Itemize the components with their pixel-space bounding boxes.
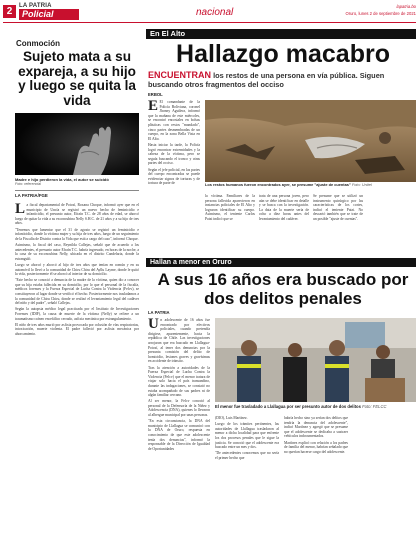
left-photo <box>15 113 139 175</box>
left-caption-text: Madre e hijo perdieron la vida, el autor se suicidó <box>15 177 109 182</box>
top-col-1-p1 <box>148 100 200 141</box>
bottom-col-1-p1 <box>148 318 210 364</box>
bottom-col-3 <box>215 416 279 530</box>
top-col-3: trata de una persona joven, pero aún se debe identificar en detalle y se busca con la investigación. La data de la muerte sería de ocho a diez horas antes del levantamiento del cadáver. <box>259 194 309 221</box>
top-kicker-band <box>146 29 416 39</box>
left-paragraph-2: "Tenemos que lamentar que el 31 de agosto se registró un feminicidio e infanticidio, donde la víctima mujer y su hija de tres años, luego de un seguimiento de la Fiscalía de Distrito contra la Vida que está a cargo del caso", informó Choque. <box>15 227 139 241</box>
bottom-kicker: Hallan a menor en Oruro <box>150 259 232 266</box>
top-byline: ERBOL <box>148 92 163 97</box>
drop-cap-bottom: U <box>148 318 159 332</box>
drop-cap: L <box>15 203 26 217</box>
top-photo <box>205 100 416 182</box>
top-deck-text: los restos de una persona en vía pública. Siguen buscando otros fragmentos del occiso <box>148 71 385 89</box>
bottom-photo <box>215 318 416 402</box>
site-name: lapatria.bo <box>396 4 416 9</box>
top-deck <box>148 71 414 89</box>
bottom-caption <box>215 404 416 409</box>
top-headline: Hallazgo macabro <box>176 40 390 68</box>
left-paragraph-4: Luego se ahorcó y ahorcó al hijo de tres años que tenían en común y en su automóvil lo llevó a la comunidad de Chiru Chiru del Ayllu Layme, donde le quitó la vida, posteriormente él se ahorcó al interior de su domicilio. <box>15 262 139 277</box>
bottom-caption-credit: Foto: FELCC <box>362 404 387 409</box>
bottom-col-4-p2: Martínez explicó con relación a los padres de familia del menor, habrían señalado que no querían hacerse cargo del adolescente. <box>284 440 348 454</box>
bottom-col-3-p1: (DIO), Luis Martínez. <box>215 416 248 420</box>
bottom-col-3-p2: Luego de los trámites pertinentes, las autoridades de Llallagua trasladaron al menor a dicha localidad para que enfrente los dos procesos penales que le sigue la justicia. Se conoció que el adolescente era buscado entre un mes y dos. <box>215 422 279 450</box>
top-col-1-p2: Hasta iniciar la tarde, la Policía logró encontrar extremidades y la cabeza de la víctima, pero se seguía buscando el tronco y otras partes del occiso. <box>148 142 200 166</box>
left-headline: Sujeto mata a su expareja, a su hijo y luego se quita la vida <box>18 49 136 108</box>
left-divider <box>15 190 139 191</box>
top-col-2: la víctima. Familiares de la persona fallecida aparecieron en instancias policiales de El Alto y lograron identificar su cuerpo. Asimismo, el teniente Carlos Patzi indicó que se <box>205 194 255 221</box>
top-col-1-p3: Según el jefe policial, en las partes del cuerpo encontradas se puede evidenciar signos de torturas y de tortura de parte de <box>148 167 200 186</box>
masthead-rule <box>3 22 416 23</box>
top-caption-text: Los restos humanos fueron encontrados ayer, se presume "ajuste de cuentas" <box>205 182 351 187</box>
bottom-col-1-p2: Tras la atención a autoridades de la Fuerza Especial de Lucha Contra la Violencia (Felcv) que el menor tratara de viajar solo hacia el país transandino, durante las indagaciones, se constató no estaba acompañado de sus padres ni de algún familiar cercano. <box>148 365 210 398</box>
bottom-col-1 <box>148 318 210 530</box>
top-kicker: En El Alto <box>150 29 186 38</box>
brand-policial: Policial <box>19 9 79 20</box>
issue-date: Oruro, lunes 2 de septiembre de 2021 <box>345 11 416 16</box>
bottom-col-3-p3: "De antecedentes conocemos que no sería el primer hecho que <box>215 451 279 460</box>
bottom-col-1-p4: "En esta circunstancia, la DNA del municipio de Llallagua se comunicó con la DNA de Oruro, respuesta en conocimiento de que este adolescente tenía dos denuncias", informó la responsable de la Dirección de Igualdad de Oportunidades <box>148 419 210 451</box>
bottom-caption-text: El menor fue trasladado a Llallagua por ser presunto autor de dos delitos <box>215 404 361 409</box>
left-kicker: Conmoción <box>16 39 60 48</box>
left-paragraph-3: Asimismo, la fiscal del caso, Reynilda Callejas, señaló que de acuerdo a los antecedentes, el presunto autor Efraín T.C. habría ingresado, en horas de la noche, a la casa de su exconcubina Nelly, ubicada en el distrito Candelaria, donde la estranguló. <box>15 242 139 261</box>
left-paragraph-1 <box>15 203 139 226</box>
left-body <box>15 203 139 523</box>
hand-in-shadow-photo-icon <box>15 113 139 175</box>
bottom-col-4-p1: habría hecho sino ya serían dos delitos que tendría la denuncia del adolescente", indicó Martínez y agregó que se presume que el adolescente se dedicaba a sustraer vehículos indocumentados. <box>284 416 348 439</box>
bottom-kicker-band <box>146 258 416 267</box>
drop-cap-top: E <box>148 100 159 114</box>
top-col-1 <box>148 100 200 253</box>
left-paragraph-6: Según la autopsia médico legal practicada por el Instituto de Investigaciones Forenses (IDIF), la causa de muerte de la víctima (Nelly) se refiere a un traumatismo cráneo encefálico cerrado, asfixia mecánica por estrangulamiento. <box>15 307 139 321</box>
police-officers-with-minor-photo-icon <box>215 318 416 402</box>
top-caption <box>205 183 416 188</box>
brand-top: LA PATRIA <box>19 3 52 9</box>
top-col-1-p1-text: El comandante de la Policía Boliviana, coronel Jhonny Aguilera, informó que la mañana de este miércoles, se encontró encostales en bolsas plásticas con restos "mandado", cinco partes desmembradas de un cuerpo, en la zona Bella Vista en El Alto. <box>148 100 200 141</box>
bottom-col-1-p1-text: n adolescente de 16 años fue encontrado por efectivos policiales, cuando pretendía dirigirse, aparentemente, hacia la república de Chile. Las investigaciones arrojaron que era buscado en Llallagua-Potosí, al tener dos denuncias por la presunta comisión del delito de homicidio, lesiones graves y gravísimas en accidente de tránsito. <box>148 318 210 364</box>
page-number: 2 <box>3 5 16 18</box>
top-col-4: Se presume que se utilizó un instrumento quirúrgico por las características de los cortes, indicó el teniente Patzi. No descartó también que se trate de un posible "ajuste de cuentas". <box>313 194 363 221</box>
top-caption-credit: Foto: Unitel <box>351 182 372 187</box>
left-byline: LA PATRIA/FGE <box>15 193 48 198</box>
left-paragraph-1-text: a fiscal departamental de Potosí, Roxana Choque, informó ayer que en el municipio de Uncía se registró un nuevo hecho de feminicidio e infanticidio, el presunto autor, Efraín T.C. de 28 años de edad, se ahorcó luego de quitar la vida a su exconcubina Nelly S.H.C. de 21 años y a su hijo de tres años. <box>15 203 139 226</box>
bottom-col-4 <box>284 416 348 530</box>
masthead <box>0 0 420 26</box>
bottom-col-1-p3: Al ser menor, la Felcv conoció al personal de la Defensoría de la Niñez y Adolescencia (DNA), quienes lo llevaron al albergue municipal por unas personas. <box>148 399 210 418</box>
bottom-byline: LA PATRIA <box>148 310 170 315</box>
remains-on-ground-photo-icon <box>205 100 416 182</box>
section-label: nacional <box>196 7 234 18</box>
left-paragraph-7: El niño de tres años murió por asfixia provocada por oclusión de vías respiratorias, intoxicación, muerte violenta. El padre falleció por asfixia mecánica por ahorcamiento. <box>15 322 139 336</box>
top-deck-lead: ENCUENTRAN <box>148 70 211 80</box>
left-caption-credit: Foto: referencial <box>15 182 41 186</box>
left-paragraph-5: "Este hecho se conoció a denuncia de la madre de la víctima, quien dio a conocer que su hija estaba fallecida en su domicilio, por lo que el personal de la fiscalía, médicos forenses y la Fuerza Especial de Lucha Contra la Violencia (Felcv), se constituyeron al lugar donde se verificó el hecho. Posteriormente nos trasladamos a la comunidad de Chiru Chiru, donde se realizó el levantamiento legal del cadáver del niño y del padre", señaló Callejas. <box>15 278 139 306</box>
bottom-headline: A sus 16 años era buscado por dos delitos penales <box>157 270 409 308</box>
